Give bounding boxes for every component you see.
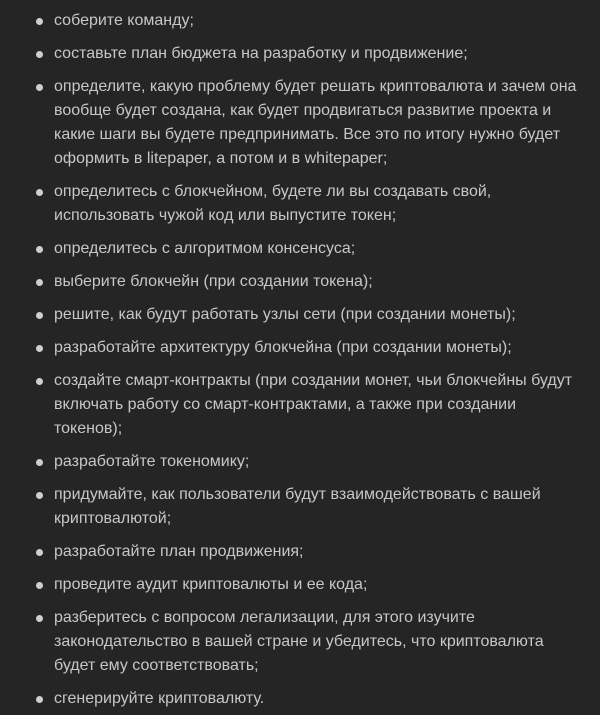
bullet-icon [36,279,43,286]
list-item [36,606,580,678]
list-item-text: сгенерируйте криптовалюту. [54,690,265,707]
list-item [36,180,580,228]
bullet-icon [36,18,43,25]
list-item [36,75,580,171]
bullet-icon [36,549,43,556]
list-item-text: определитесь с блокчейном, будете ли вы создавать свой, использовать чужой код или выпустите токен; [54,183,492,224]
bullet-icon [36,459,43,466]
list-item [36,450,580,474]
list-item-text: определите, какую проблему будет решать криптовалюта и зачем она вообще будет создана, как будет продвигаться развитие проекта и какие шаги вы будете предпринимать. Все это по итогу нужно будет оформить в litepaper, а потом и в whitepaper; [54,78,577,167]
bullet-icon [36,615,43,622]
list-item [36,573,580,597]
list-item [36,483,580,531]
bullet-icon [36,582,43,589]
bullet-icon [36,696,43,703]
list-item [36,42,580,66]
list-item-text: разберитесь с вопросом легализации, для этого изучите законодательство в вашей стране и убедитесь, что криптовалюта будет ему соответствовать; [54,609,544,674]
list-item-text: проведите аудит криптовалюты и ее кода; [54,576,368,593]
list-item-text: соберите команду; [54,12,194,29]
list-item-text: определитесь с алгоритмом консенсуса; [54,240,356,257]
bullet-icon [36,378,43,385]
bullet-icon [36,84,43,91]
list-item-text: придумайте, как пользователи будут взаимодействовать с вашей криптовалютой; [54,486,541,527]
bullet-icon [36,189,43,196]
list-item-text: решите, как будут работать узлы сети (при создании монеты); [54,306,516,323]
list-item [36,237,580,261]
list-item [36,270,580,294]
list-item-text: составьте план бюджета на разработку и продвижение; [54,45,468,62]
list-item [36,336,580,360]
bullet-icon [36,312,43,319]
list-item [36,540,580,564]
bullet-icon [36,345,43,352]
list-item [36,303,580,327]
list-item-text: выберите блокчейн (при создании токена); [54,273,373,290]
bullet-icon [36,51,43,58]
list-item-text: разработайте архитектуру блокчейна (при создании монеты); [54,339,512,356]
list-item [36,687,580,711]
list-item-text: разработайте токеномику; [54,453,250,470]
list-item [36,9,580,33]
list-item [36,369,580,441]
list-item-text: создайте смарт-контракты (при создании монет, чьи блокчейны будут включать работу со смарт-контрактами, а также при создании токенов); [54,372,573,437]
bullet-icon [36,492,43,499]
bullet-icon [36,246,43,253]
list-item-text: разработайте план продвижения; [54,543,304,560]
